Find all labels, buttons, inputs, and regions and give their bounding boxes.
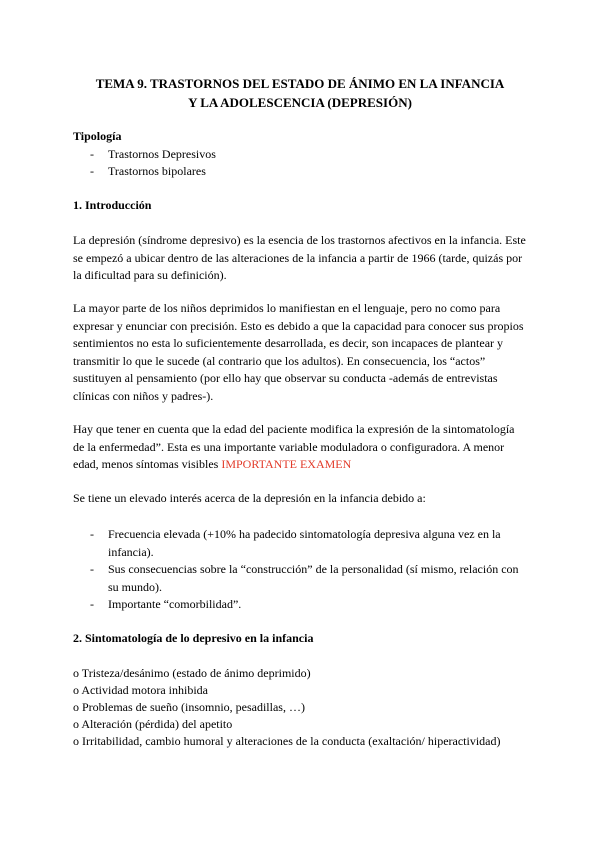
title-line-1: TEMA 9. TRASTORNOS DEL ESTADO DE ÁNIMO EN LA INFANCIA: [95, 76, 505, 91]
important-exam-note: IMPORTANTE EXAMEN: [221, 457, 352, 471]
intro-paragraph-3: [73, 421, 528, 474]
section2-heading: 2. Sintomatología de lo depresivo en la infancia: [73, 631, 314, 645]
tipologia-heading: Tipología: [73, 129, 122, 143]
symptom-item: o Problemas de sueño (insomnio, pesadillas, …): [73, 700, 305, 714]
reason-item-label: Importante “comorbilidad”.: [108, 597, 242, 611]
symptom-item: o Actividad motora inhibida: [73, 683, 208, 697]
tipologia-item-label: Trastornos bipolares: [108, 164, 206, 178]
reason-item-label: Frecuencia elevada (+10% ha padecido sintomatología depresiva alguna vez en la infancia).: [108, 527, 501, 559]
intro-paragraph-2: La mayor parte de los niños deprimidos lo manifiestan en el lenguaje, pero no como para expresar y enunciar con precisión. Esto es debido a que la capacidad para conocer sus propios sentimientos no esta lo suficientemente desarrollada, es decir, son incapaces de plantear y transmitir lo que le sucede (al contrario que los adultos). En consecuencia, los “actos” sustituyen al pensamiento (por ello hay que observar su conducta -además de entrevistas clínicas con niños y padres-).: [73, 301, 524, 403]
title-line-2: Y LA ADOLESCENCIA (DEPRESIÓN): [188, 95, 412, 110]
section1-heading: 1. Introducción: [73, 198, 152, 212]
symptom-item: o Alteración (pérdida) del apetito: [73, 717, 233, 731]
symptom-item: o Tristeza/desánimo (estado de ánimo deprimido): [73, 666, 311, 680]
reason-item-label: Sus consecuencias sobre la “construcción” de la personalidad (sí mismo, relación con su mundo).: [108, 562, 519, 594]
dash-bullet: -: [90, 597, 94, 611]
intro-paragraph-3-text: Hay que tener en cuenta que la edad del paciente modifica la expresión de la sintomatología de la enfermedad”. Esta es una importante variable moduladora o configuradora. A menor edad, menos síntomas visibles: [73, 422, 515, 471]
dash-bullet: -: [90, 562, 94, 576]
tipologia-item-label: Trastornos Depresivos: [108, 147, 216, 161]
dash-bullet: -: [90, 527, 94, 541]
symptom-item: o Irritabilidad, cambio humoral y alteraciones de la conducta (exaltación/ hiperactividad): [73, 734, 501, 748]
dash-bullet: -: [90, 164, 94, 178]
intro-paragraph-4: Se tiene un elevado interés acerca de la depresión en la infancia debido a:: [73, 491, 426, 505]
page-title: [60, 74, 540, 112]
intro-paragraph-1: La depresión (síndrome depresivo) es la esencia de los trastornos afectivos en la infancia. Este se empezó a ubicar dentro de las alteraciones de la infancia a partir de 1966 (tarde, quizás por la dificultad para su definición).: [73, 233, 526, 282]
dash-bullet: -: [90, 147, 94, 161]
